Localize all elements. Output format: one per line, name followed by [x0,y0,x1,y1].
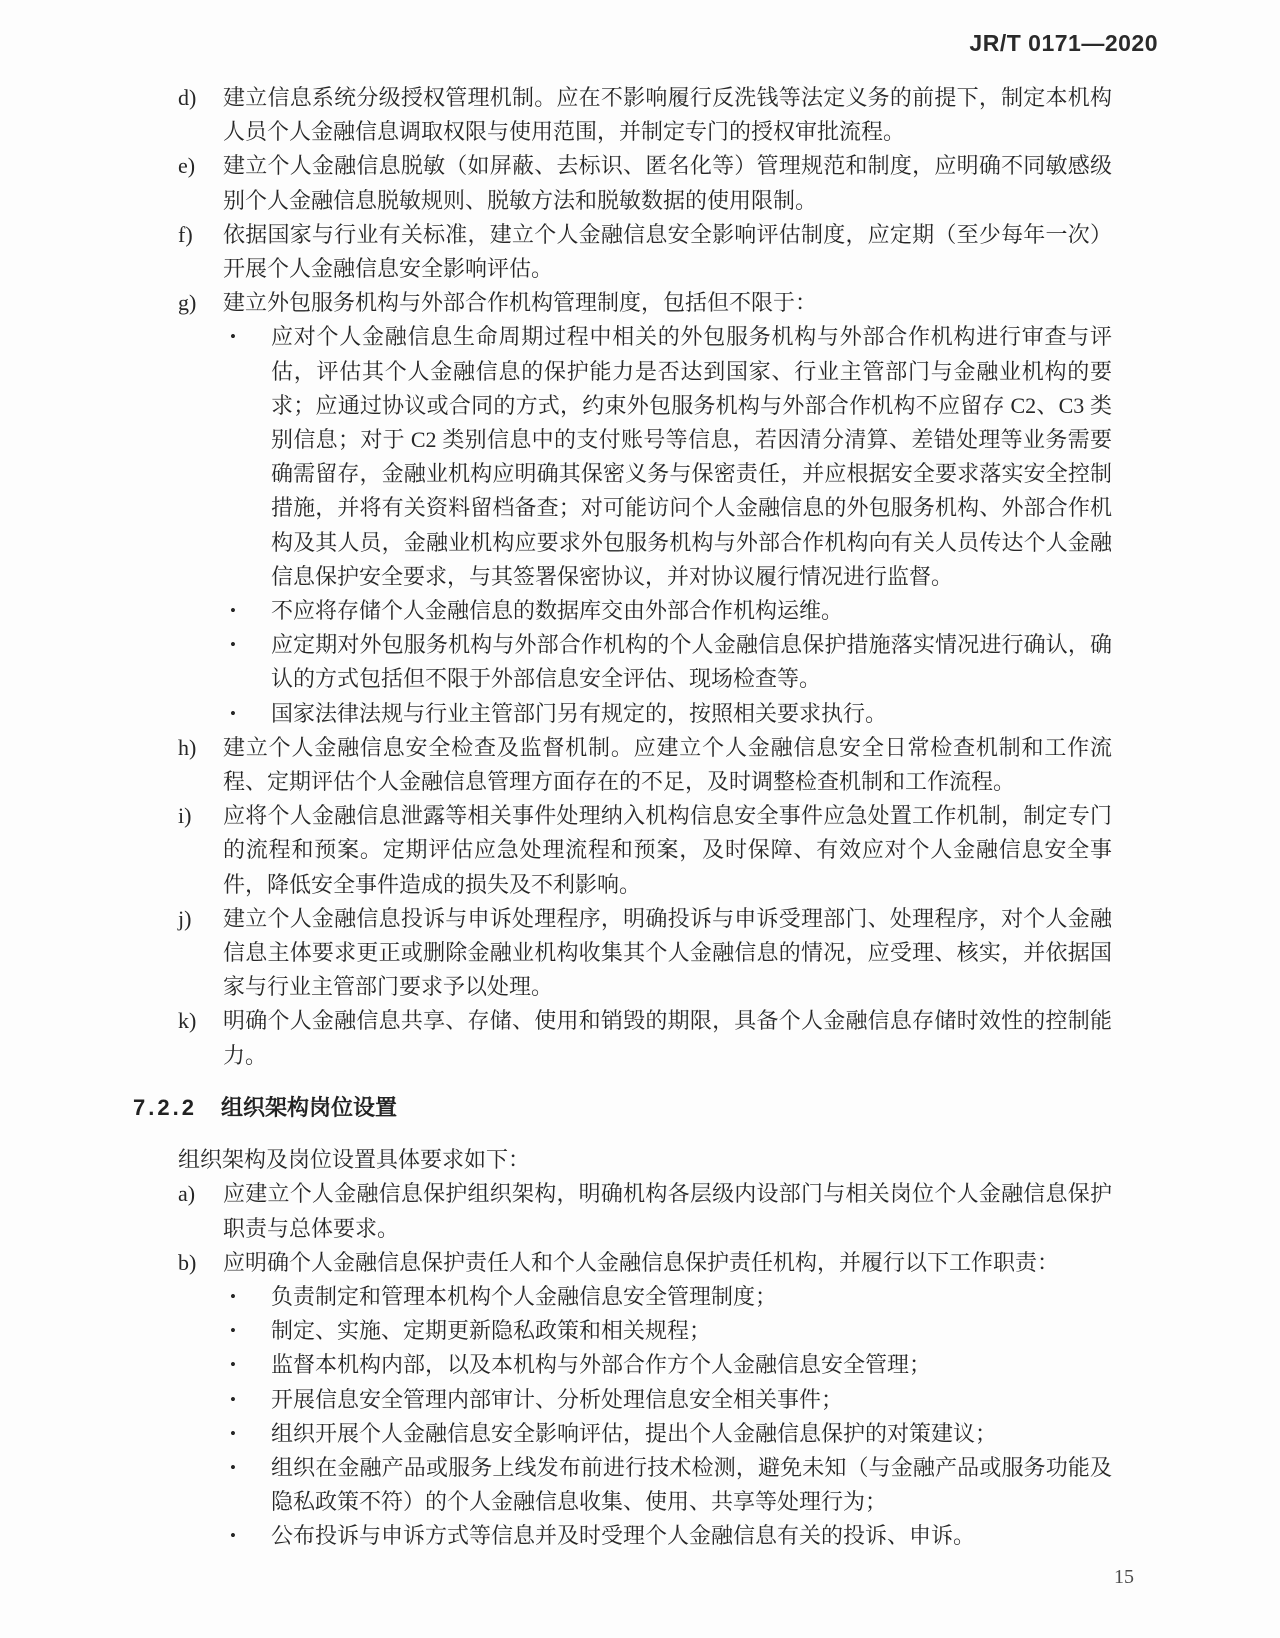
bullet-item [178,594,1112,628]
bullet-item [178,1314,1112,1348]
clause-e [178,149,1112,217]
bullet-icon: • [230,327,236,347]
bullet-text: 监督本机构内部，以及本机构与外部合作方个人金融信息安全管理； [271,1352,932,1378]
page-content [0,81,1280,1554]
bullet-text: 组织开展个人金融信息安全影响评估，提出个人金融信息保护的对策建议； [271,1420,998,1446]
page-footer [1114,1566,1134,1589]
clause-d [178,81,1112,149]
sub-clause-b [178,1246,1112,1554]
clause-row [178,1246,1112,1280]
bullet-item [178,1417,1112,1451]
clause-text: 应明确个人金融信息保护责任人和个人金融信息保护责任机构，并履行以下工作职责： [223,1249,1060,1275]
bullet-text: 组织在金融产品或服务上线发布前进行技术检测，避免未知（与金融产品或服务功能及隐私政策不符）的个人金融信息收集、使用、共享等处理行为； [271,1454,1112,1515]
clause-text: 建立个人金融信息投诉与申诉处理程序，明确投诉与申诉受理部门、处理程序，对个人金融信息主体要求更正或删除金融业机构收集其个人金融信息的情况，应受理、核实，并依据国家与行业主管部门要求予以处理。 [223,905,1112,1000]
clause-label: h) [178,734,197,760]
bullet-item [178,1451,1112,1519]
clause-row [178,799,1112,902]
clause-text: 应将个人金融信息泄露等相关事件处理纳入机构信息安全事件应急处置工作机制，制定专门的流程和预案。定期评估应急处理流程和预案，及时保障、有效应对个人金融信息安全事件，降低安全事件造成的损失及不利影响。 [223,803,1112,897]
clause-row [178,902,1112,1005]
clause-row [178,1004,1112,1072]
bullet-icon: • [230,1286,236,1306]
bullet-text: 应定期对外包服务机构与外部合作机构的个人金融信息保护措施落实情况进行确认，确认的方式包括但不限于外部信息安全评估、现场检查等。 [271,632,1112,692]
clause-label: g) [178,290,197,316]
clause-k [178,1004,1112,1072]
clause-row [178,731,1112,799]
clause-label: a) [178,1181,196,1207]
bullet-text: 开展信息安全管理内部审计、分析处理信息安全相关事件； [271,1386,844,1412]
clause-h [178,731,1112,799]
bullet-icon: • [230,703,236,723]
bullet-item [178,1348,1112,1382]
section-title: 组织架构岗位设置 [220,1094,397,1120]
bullet-item [178,1280,1112,1314]
bullet-item [178,320,1112,594]
bullet-text: 公布投诉与申诉方式等信息并及时受理个人金融信息有关的投诉、申诉。 [271,1523,976,1549]
bullet-icon: • [230,1321,236,1341]
clause-label: d) [178,85,197,110]
clause-row [178,81,1112,149]
clause-text: 应建立个人金融信息保护组织架构，明确机构各层级内设部门与相关岗位个人金融信息保护职责与总体要求。 [223,1181,1112,1241]
clause-row [178,1177,1112,1245]
clause-text: 建立个人金融信息脱敏（如屏蔽、去标识、匿名化等）管理规范和制度，应明确不同敏感级别个人金融信息脱敏规则、脱敏方法和脱敏数据的使用限制。 [223,153,1112,213]
clause-list-lower [178,1177,1112,1553]
bullet-icon: • [230,1423,236,1443]
clause-i [178,799,1112,902]
clause-label: f) [178,221,193,247]
page-number: 15 [1114,1566,1134,1588]
bullet-icon: • [230,635,236,655]
clause-text: 依据国家与行业有关标准，建立个人金融信息安全影响评估制度，应定期（至少每年一次）开展个人金融信息安全影响评估。 [223,221,1112,282]
clause-text: 建立外包服务机构与外部合作机构管理制度，包括但不限于： [223,290,818,316]
section-number: 7.2.2 [133,1094,197,1120]
bullet-icon: • [230,1457,236,1477]
clause-label: e) [178,153,196,179]
clause-text: 明确个人金融信息共享、存储、使用和销毁的期限，具备个人金融信息存储时效性的控制能力。 [223,1008,1112,1068]
bullet-text: 负责制定和管理本机构个人金融信息安全管理制度； [271,1283,778,1309]
bullet-text: 制定、实施、定期更新隐私政策和相关规程； [271,1318,712,1344]
clause-text: 建立信息系统分级授权管理机制。应在不影响履行反洗钱等法定义务的前提下，制定本机构人员个人金融信息调取权限与使用范围，并制定专门的授权审批流程。 [223,85,1112,145]
clause-text: 建立个人金融信息安全检查及监督机制。应建立个人金融信息安全日常检查机制和工作流程、定期评估个人金融信息管理方面存在的不足，及时调整检查机制和工作流程。 [223,734,1112,795]
bullet-icon: • [230,1389,236,1409]
bullet-text: 不应将存储个人金融信息的数据库交由外部合作机构运维。 [271,598,844,624]
clause-f [178,218,1112,286]
clause-g [178,286,1112,731]
bullet-item [178,1383,1112,1417]
clause-label: b) [178,1249,197,1275]
bullet-icon: • [230,1526,236,1546]
bullet-item [178,1519,1112,1553]
clause-label: i) [178,803,192,829]
section-heading [133,1091,1112,1125]
clause-list-upper [178,81,1112,1073]
bullet-icon: • [230,1355,236,1375]
clause-row [178,149,1112,217]
clause-label: k) [178,1008,197,1034]
doc-number: JR/T 0171—2020 [969,30,1158,56]
sub-clause-a [178,1177,1112,1245]
clause-label: j) [178,905,192,931]
intro-paragraph: 组织架构及岗位设置具体要求如下： [178,1147,531,1173]
clause-row [178,286,1112,320]
bullet-item [178,628,1112,696]
bullet-icon: • [230,601,236,621]
document-header [969,30,1158,57]
bullet-text: 应对个人金融信息生命周期过程中相关的外包服务机构与外部合作机构进行审查与评估，评估其个人金融信息的保护能力是否达到国家、行业主管部门与金融业机构的要求；应通过协议或合同的方式，约束外包服务机构与外部合作机构不应留存 C2、C3 类别信息；对于 C2 类别信息中的支付账号等信息，若因清分清算、差错处理等业务需要确需留存，金融业机构应明确其保密义务与保密责任，并应根据安全要求落实安全控制措施，并将有关资料留档备查；对可能访问个人金融信息的外包服务机构、外部合作机构及其人员，金融业机构应要求外包服务机构与外部合作机构向有关人员传达个人金融信息保护安全要求，与其签署保密协议，并对协议履行情况进行监督。 [271,324,1112,589]
clause-row [178,218,1112,286]
bullet-text: 国家法律法规与行业主管部门另有规定的，按照相关要求执行。 [271,700,888,726]
clause-j [178,902,1112,1005]
bullet-item [178,697,1112,731]
